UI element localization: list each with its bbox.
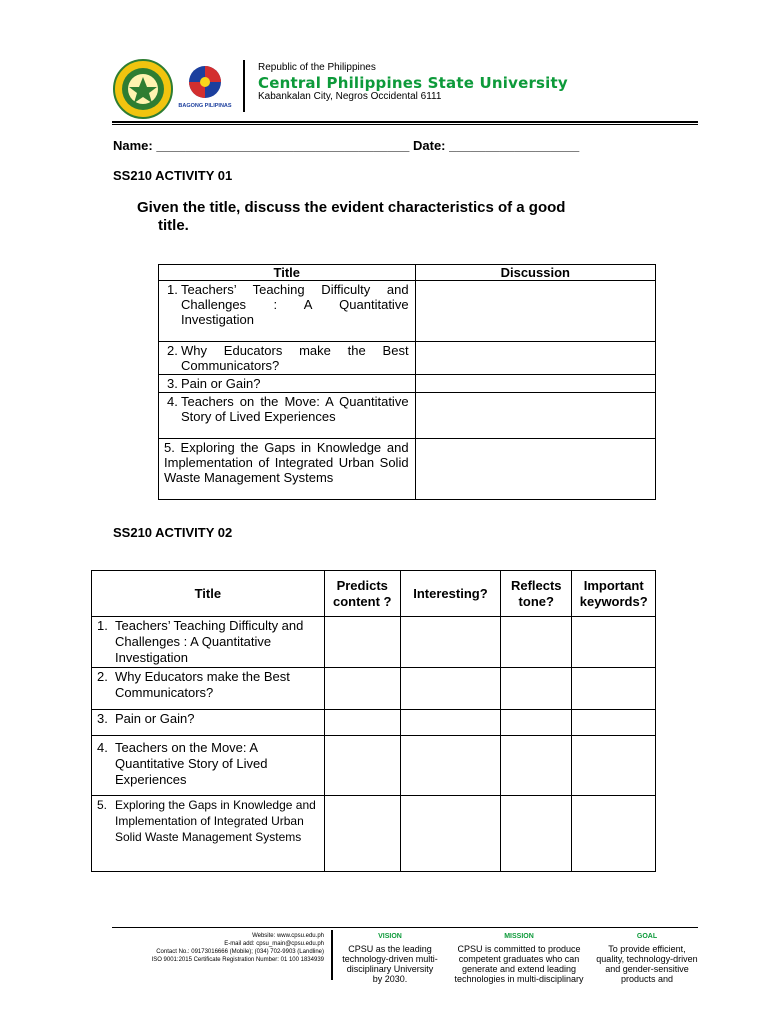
column-header-important-keywords: Important keywords? (572, 571, 656, 617)
title-cell (92, 668, 325, 710)
name-date-line[interactable]: Name: ___________________________________ Date: __________________ (113, 138, 580, 153)
table-row (92, 736, 656, 796)
predicts-cell[interactable] (324, 668, 400, 710)
predicts-cell[interactable] (324, 710, 400, 736)
goal-title: GOAL (636, 933, 658, 940)
mission-title: MISSION (504, 933, 534, 940)
tone-cell[interactable] (501, 617, 572, 668)
title-cell (159, 375, 416, 393)
table-row (159, 393, 656, 439)
university-name: Central Philippines State University (258, 74, 568, 92)
column-header-reflects-tone: Reflects tone? (501, 571, 572, 617)
row-title: Why Educators make the Best Communicators? (115, 669, 290, 700)
column-header-interesting: Interesting? (400, 571, 500, 617)
footer-iso: ISO 9001:2015 Certificate Registration Number: 01 100 1834939 (151, 957, 324, 963)
activity1-prompt-line2: title. (158, 217, 189, 234)
interesting-cell[interactable] (400, 796, 500, 872)
footer-divider (331, 930, 333, 980)
predicts-cell[interactable] (324, 617, 400, 668)
footer-mission (442, 932, 596, 984)
column-header-title: Title (92, 571, 325, 617)
interesting-cell[interactable] (400, 668, 500, 710)
footer-website: Website: www.cpsu.edu.ph (252, 933, 324, 939)
footer-vision (342, 932, 438, 984)
vision-text: CPSU as the leading technology-driven multi-disciplinary University by 2030. (342, 944, 438, 984)
table-row (159, 342, 656, 375)
row-title: Pain or Gain? (181, 376, 261, 391)
footer-contact: Contact No.: 09173016666 (Mobile); (034) 702-9903 (Landline) (156, 949, 324, 955)
row-number: 2. (167, 343, 178, 358)
keywords-cell[interactable] (572, 736, 656, 796)
tone-cell[interactable] (501, 796, 572, 872)
footer-contact-block (112, 932, 324, 964)
title-cell (159, 393, 416, 439)
activity1-table (158, 264, 656, 500)
vision-title: VISION (378, 933, 402, 940)
interesting-cell[interactable] (400, 710, 500, 736)
column-header-title: Title (159, 265, 416, 281)
activity2-heading: SS210 ACTIVITY 02 (113, 525, 233, 540)
title-cell (92, 710, 325, 736)
row-number: 1. (167, 282, 178, 297)
bp-logo-text: BAGONG PILIPINAS (178, 103, 232, 109)
tone-cell[interactable] (501, 710, 572, 736)
table-row (159, 375, 656, 393)
keywords-cell[interactable] (572, 710, 656, 736)
table-row (92, 617, 656, 668)
keywords-cell[interactable] (572, 668, 656, 710)
row-number: 3. (97, 711, 108, 726)
table-header-row (159, 265, 656, 281)
activity1-prompt-line1: Given the title, discuss the evident characteristics of a good (137, 199, 566, 216)
predicts-cell[interactable] (324, 736, 400, 796)
keywords-cell[interactable] (572, 796, 656, 872)
footer-email: E-mail add: cpsu_main@cpsu.edu.ph (224, 941, 324, 947)
row-title: 5. Exploring the Gaps in Knowledge and Implementation of Integrated Urban Solid Waste Management Systems (164, 440, 409, 485)
row-title: Teachers’ Teaching Difficulty and Challenges : A Quantitative Investigation (115, 618, 304, 665)
discussion-cell[interactable] (415, 281, 655, 342)
discussion-cell[interactable] (415, 439, 655, 500)
row-number: 3. (167, 376, 178, 391)
university-address: Kabankalan City, Negros Occidental 6111 (258, 91, 442, 102)
mission-text: CPSU is committed to produce competent graduates who can generate and extend leading technologies in multi-disciplinary (454, 944, 584, 984)
table-row (159, 439, 656, 500)
row-number: 5. (97, 798, 108, 812)
title-cell (92, 796, 325, 872)
row-title: Pain or Gain? (115, 711, 195, 726)
bagong-pilipinas-logo (176, 62, 234, 110)
title-cell (159, 342, 416, 375)
column-header-predicts-content: Predicts content ? (324, 571, 400, 617)
table-row (92, 796, 656, 872)
goal-text: To provide efficient, quality, technology-driven and gender-sensitive products and (596, 944, 698, 984)
discussion-cell[interactable] (415, 375, 655, 393)
tone-cell[interactable] (501, 668, 572, 710)
row-title: Teachers on the Move: A Quantitative Story of Lived Experiences (115, 740, 268, 787)
discussion-cell[interactable] (415, 342, 655, 375)
title-cell (92, 617, 325, 668)
row-title: Why Educators make the Best Communicators? (181, 343, 409, 373)
footer-goal (596, 932, 698, 984)
activity1-heading: SS210 ACTIVITY 01 (113, 168, 233, 183)
row-title: Teachers on the Move: A Quantitative Story of Lived Experiences (181, 394, 409, 424)
title-cell (159, 281, 416, 342)
table-row (159, 281, 656, 342)
footer-rule (112, 927, 698, 928)
row-number: 4. (97, 740, 108, 755)
row-title: Teachers’ Teaching Difficulty and Challenges : A Quantitative Investigation (181, 282, 409, 327)
predicts-cell[interactable] (324, 796, 400, 872)
row-number: 1. (97, 618, 108, 633)
republic-label: Republic of the Philippines (258, 62, 376, 73)
tone-cell[interactable] (501, 736, 572, 796)
table-header-row (92, 571, 656, 617)
header-rule-thin (112, 124, 698, 125)
row-number: 2. (97, 669, 108, 684)
discussion-cell[interactable] (415, 393, 655, 439)
row-title: Exploring the Gaps in Knowledge and Implementation of Integrated Urban Solid Waste Management Systems (115, 798, 316, 844)
title-cell (92, 736, 325, 796)
interesting-cell[interactable] (400, 617, 500, 668)
cpsu-seal-logo (113, 59, 173, 119)
header-divider (243, 60, 245, 112)
column-header-discussion: Discussion (415, 265, 655, 281)
header-rule (112, 121, 698, 123)
interesting-cell[interactable] (400, 736, 500, 796)
table-row (92, 710, 656, 736)
table-row (92, 668, 656, 710)
activity2-table (91, 570, 656, 872)
row-number: 4. (167, 394, 178, 409)
keywords-cell[interactable] (572, 617, 656, 668)
title-cell (159, 439, 416, 500)
